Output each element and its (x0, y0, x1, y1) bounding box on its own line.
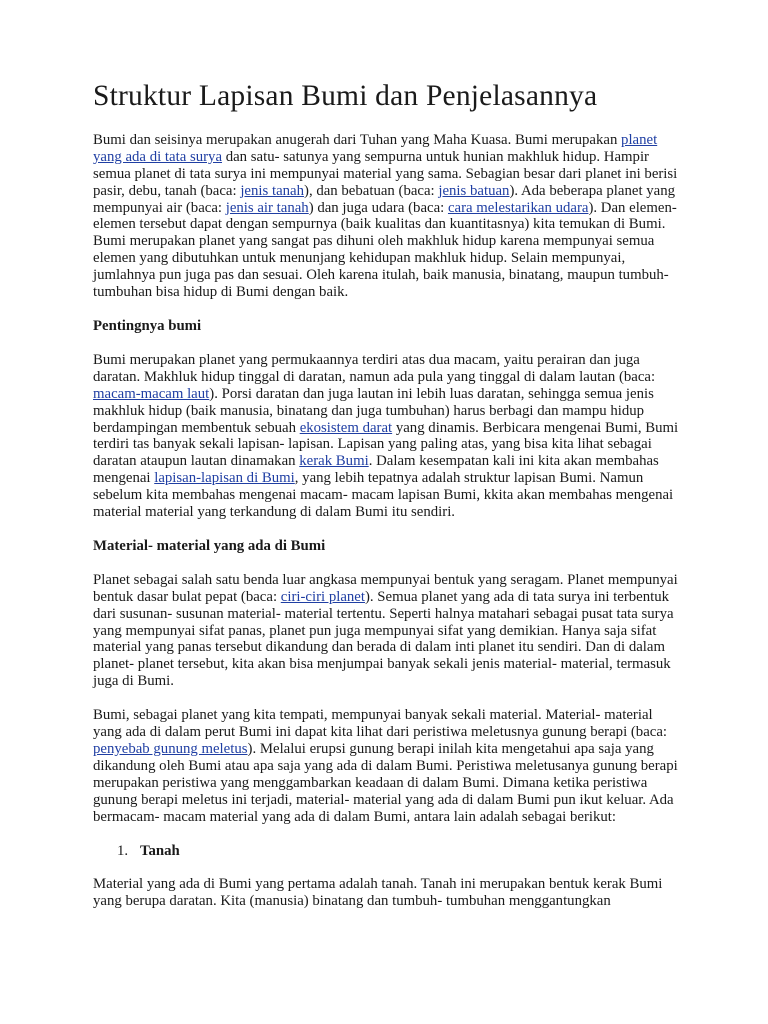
numbered-list (93, 843, 681, 860)
text-span: ). Melalui erupsi gunung berapi inilah kita mengetahui apa saja yang dikandung oleh Bumi atau apa saja yang ada di dalam Bumi. Peristiwa meletusanya gunung berapi merupakan peristiwa yang menggambarkan keadaan di dalam Bumi. Dimana ketika peristiwa gunung berapi meletus ini terjadi, material- material yang ada di dalam Bumi pun ikut keluar. Ada bermacam- macam material yang ada di dalam Bumi, antara lain adalah sebagai berikut: (93, 741, 678, 825)
page-title: Struktur Lapisan Bumi dan Penjelasannya (93, 80, 598, 112)
paragraph-tanah (93, 876, 681, 910)
text-span: Bumi, sebagai planet yang kita tempati, mempunyai banyak sekali material. Material- material yang ada di dalam perut Bumi ini dapat kita lihat dari peristiwa meletusnya gunung berapi (baca: (93, 707, 668, 741)
text-span: Bumi dan seisinya merupakan anugerah dari Tuhan yang Maha Kuasa. Bumi merupakan (93, 131, 622, 148)
list-item-label: Tanah (140, 842, 180, 859)
paragraph-intro (93, 132, 681, 301)
text-span: ). Dan elemen- elemen tersebut dapat dengan sempurnya (baik kualitas dan kuantitasnya) kita temukan di Bumi. Bumi merupakan planet yang sangat pas dihuni oleh makhluk hidup karena mempunyai semua elemen yang dibutuhkan untuk menunjang kehidupan makhluk hidup. Selain mempunyai, jumlahnya pun juga pas dan sesuai. Oleh karena itulah, baik manusia, binatang, maupun tumbuh- tumbuhan bisa hidup di Bumi dengan baik. (93, 199, 677, 301)
section-heading-material: Material- material yang ada di Bumi (93, 537, 326, 554)
text-span: . Dalam kesempatan kali ini kita akan membahas mengenai (93, 453, 659, 487)
text-span: ). Semua planet yang ada di tata surya ini terbentuk dari susunan- susunan material- material tertentu. Seperti halnya matahari sebagai pusat tata surya yang mempunyai sifat panas, planet pun juga mempunyai sifat yang demikian. Hanya saja sifat material yang panas tersebut dikandung dan berada di dalam inti planet itu sendiri. Dan di dalam planet- planet tersebut, kita akan bisa menjumpai banyak sekali jenis material- material, termasuk juga di Bumi. (93, 588, 674, 690)
link-jenis-tanah[interactable]: jenis tanah (240, 182, 305, 199)
link-cara-melestarikan-udara[interactable]: cara melestarikan udara (447, 199, 589, 216)
text-span: ), dan bebatuan (baca: (304, 182, 439, 199)
text-span: , yang lebih tepatnya adalah struktur lapisan Bumi. Namun sebelum kita membahas mengenai macam- macam lapisan Bumi, kkita akan membahas mengenai material material yang terkandung di dalam Bumi itu sendiri. (93, 470, 674, 521)
text-span: ). Ada beberapa planet yang mempunyai air (baca: (93, 182, 676, 216)
text-span: Material yang ada di Bumi yang pertama adalah tanah. Tanah ini merupakan bentuk kerak Bumi yang berupa daratan. Kita (manusia) binatang dan tumbuh- tumbuhan menggantungkan (93, 876, 663, 910)
text-span: Planet sebagai salah satu benda luar angkasa mempunyai bentuk yang seragam. Planet mempunyai bentuk dasar bulat pepat (baca: (93, 571, 678, 605)
text-span: dan satu- satunya yang sempurna untuk hunian makhluk hidup. Hampir semua planet di tata surya ini mempunyai material yang sama. Sebagian besar dari planet ini berisi pasir, debu, tanah (baca: (93, 148, 678, 199)
paragraph-material-planet (93, 572, 681, 690)
list-item-number: 1. (117, 842, 129, 859)
link-jenis-air-tanah[interactable]: jenis air tanah (225, 199, 309, 216)
link-penyebab-gunung-meletus[interactable]: penyebab gunung meletus (93, 741, 248, 758)
text-span: ) dan juga udara (baca: (308, 199, 448, 216)
paragraph-material-bumi (93, 707, 681, 825)
section-heading-pentingnya-bumi: Pentingnya bumi (93, 317, 202, 334)
link-lapisan-lapisan-bumi[interactable]: lapisan-lapisan di Bumi (154, 470, 295, 487)
link-macam-macam-laut[interactable]: macam-macam laut (93, 385, 210, 402)
link-jenis-batuan[interactable]: jenis batuan (438, 182, 510, 199)
text-span: ). Porsi daratan dan juga lautan ini lebih luas daratan, sehingga semua jenis makhluk hidup (baik manusia, binatang dan juga tumbuhan) harus berbagi dan mampu hidup berdampingan membentuk sebuah (93, 385, 654, 436)
link-ekosistem-darat[interactable]: ekosistem darat (299, 419, 393, 436)
link-kerak-bumi[interactable]: kerak Bumi (299, 453, 369, 470)
text-span: Bumi merupakan planet yang permukaannya terdiri atas dua macam, yaitu perairan dan juga daratan. Makhluk hidup tinggal di daratan, namun ada pula yang tinggal di dalam lautan (baca: (93, 351, 656, 385)
paragraph-pentingnya-bumi (93, 352, 681, 521)
document-page (93, 80, 681, 927)
text-span: yang dinamis. Berbicara mengenai Bumi, Bumi terdiri tas banyak sekali lapisan- lapisan. Lapisan yang paling atas, yang bisa kita lihat sebagai daratan ataupun lautan dinamakan (93, 419, 679, 470)
link-planet-tata-surya[interactable]: planet yang ada di tata surya (93, 131, 658, 165)
list-item (93, 843, 681, 860)
link-ciri-ciri-planet[interactable]: ciri-ciri planet (280, 588, 365, 605)
